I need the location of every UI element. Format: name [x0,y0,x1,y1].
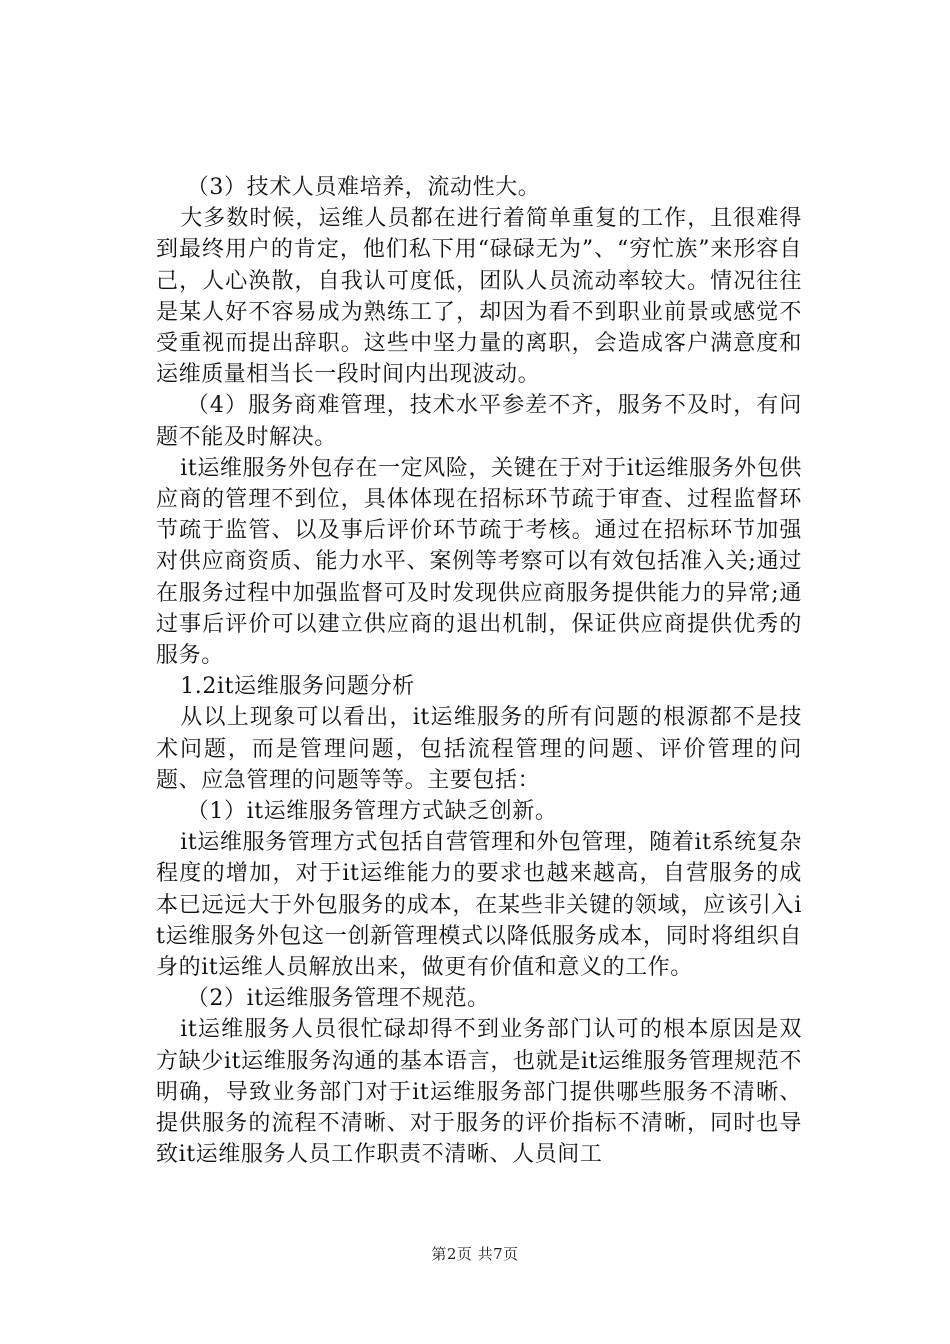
document-body [156,172,802,1171]
paragraph: it运维服务外包存在一定风险，关键在于对于it运维服务外包供应商的管理不到位，具体体现在招标环节疏于审查、过程监督环节疏于监管、以及事后评价环节疏于考核。通过在招标环节加强对供应商资质、能力水平、案例等考察可以有效包括准入关;通过在服务过程中加强监督可及时发现供应商服务提供能力的异常;通过事后评价可以建立供应商的退出机制，保证供应商提供优秀的服务。 [156,455,802,669]
paragraph-heading-3: （3）技术人员难培养，流动性大。 [186,175,541,200]
paragraph: it运维服务人员很忙碌却得不到业务部门认可的根本原因是双方缺少it运维服务沟通的基本语言，也就是it运维服务管理规范不明确，导致业务部门对于it运维服务部门提供哪些服务不清晰、提供服务的流程不清晰、对于服务的评价指标不清晰，同时也导致it运维服务人员工作职责不清晰、人员间工 [156,1017,802,1168]
paragraph-heading-1: （1）it运维服务管理方式缺乏创新。 [186,799,558,825]
paragraph-heading-4: （4）服务商难管理，技术水平参差不齐，服务不及时，有问题不能及时解决。 [156,393,802,450]
section-heading: 1.2it运维服务问题分析 [180,674,415,700]
paragraph-heading-2: （2）it运维服务管理不规范。 [186,986,490,1012]
paragraph: 大多数时候，运维人员都在进行着简单重复的工作，且很难得到最终用户的肯定，他们私下用“碌碌无为”、“穷忙族”来形容自己，人心涣散，自我认可度低，团队人员流动率较大。情况往往是某人好不容易成为熟练工了，却因为看不到职业前景或感觉不受重视而提出辞职。这些中坚力量的离职，会造成客户满意度和运维质量相当长一段时间内出现波动。 [156,206,802,388]
paragraph: 从以上现象可以看出，it运维服务的所有问题的根源都不是技术问题，而是管理问题，包括流程管理的问题、评价管理的问题、应急管理的问题等等。主要包括： [156,705,802,793]
paragraph: it运维服务管理方式包括自营管理和外包管理，随着it系统复杂程度的增加，对于it运维能力的要求也越来越高，自营服务的成本已远远大于外包服务的成本，在某些非关键的领域，应该引入it运维服务外包这一创新管理模式以降低服务成本，同时将组织自身的it运维人员解放出来，做更有价值和意义的工作。 [156,830,802,981]
page-footer: 第2页 共7页 [431,1245,519,1263]
